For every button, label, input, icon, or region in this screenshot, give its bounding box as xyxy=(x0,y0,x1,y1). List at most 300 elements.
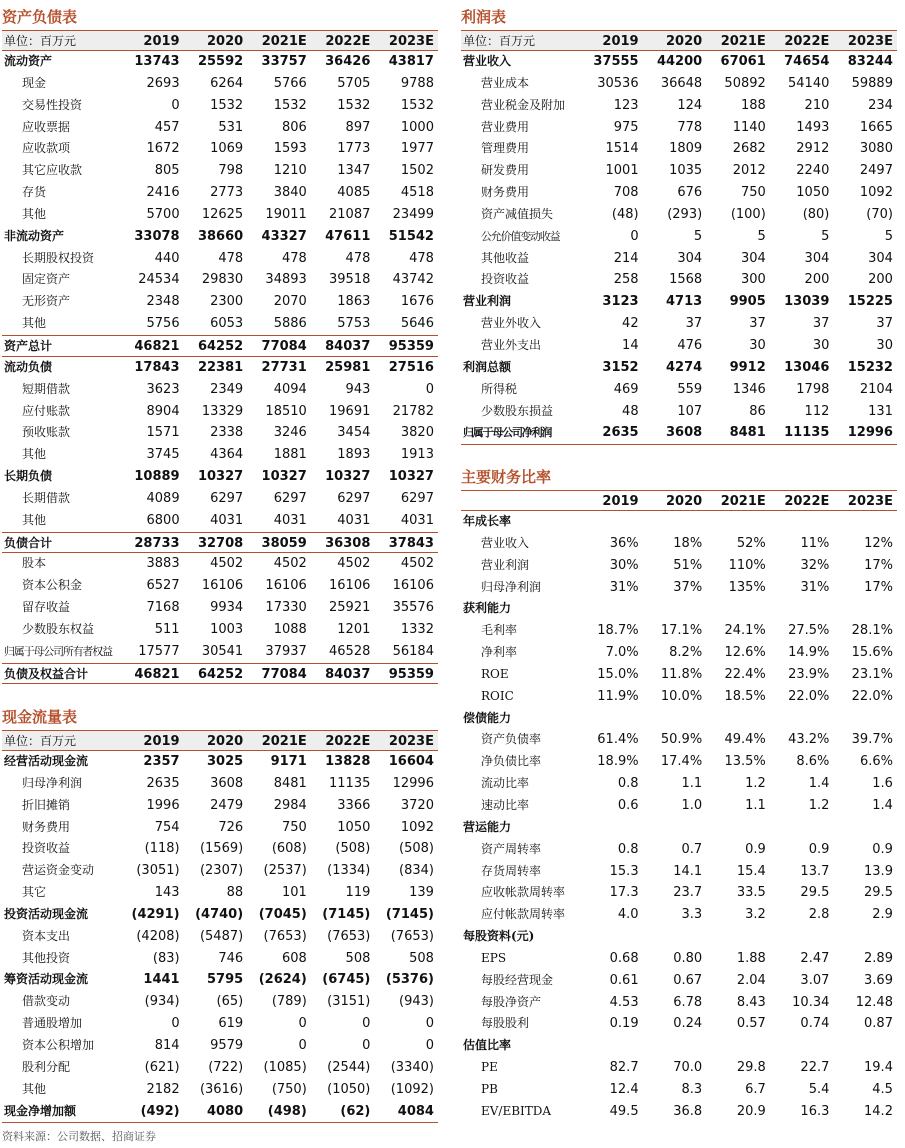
row-value: 12996 xyxy=(847,425,893,441)
table-row xyxy=(2,795,438,817)
table-row xyxy=(461,291,897,313)
table-row xyxy=(461,422,897,444)
row-value xyxy=(770,708,834,730)
row-value: 32% xyxy=(800,557,830,573)
row-value xyxy=(770,817,834,839)
row-value: 14 xyxy=(622,337,639,353)
row-value: 37937 xyxy=(265,643,307,659)
row-value: 3745 xyxy=(146,447,180,463)
row-value: 95359 xyxy=(388,338,434,354)
row-value: 25921 xyxy=(329,600,371,616)
table-row xyxy=(461,577,897,599)
row-value: 5886 xyxy=(273,316,307,332)
row-value: 30536 xyxy=(597,75,639,91)
row-value: 14.2 xyxy=(864,1103,893,1119)
row-label: 流动比率 xyxy=(481,776,530,791)
row-value: 10.0% xyxy=(660,688,703,704)
row-label: 净负债比率 xyxy=(481,754,542,769)
table-row xyxy=(461,226,897,248)
row-value: (80) xyxy=(802,206,830,222)
row-value: 12996 xyxy=(392,775,434,791)
table-row xyxy=(461,598,897,620)
row-value: 1346 xyxy=(732,381,766,397)
row-value: 15225 xyxy=(847,294,893,310)
row-value: 4031 xyxy=(337,512,371,528)
row-label: 无形资产 xyxy=(22,294,71,309)
row-value: 51% xyxy=(673,557,703,573)
row-value: 23.1% xyxy=(851,666,893,682)
table-row xyxy=(2,444,438,466)
table-row xyxy=(461,1079,897,1101)
row-value: 708 xyxy=(613,185,639,201)
row-value: 37 xyxy=(749,316,766,332)
row-value xyxy=(579,598,643,620)
table-row xyxy=(461,95,897,117)
row-value: 16106 xyxy=(392,578,434,594)
row-value: 1140 xyxy=(732,119,766,135)
row-value: 1863 xyxy=(337,294,371,310)
table-row xyxy=(2,248,438,270)
row-value: 1210 xyxy=(273,163,307,179)
row-value: 4.5 xyxy=(872,1081,893,1097)
row-value: 0.68 xyxy=(609,950,639,966)
row-value: 5 xyxy=(884,228,893,244)
row-label: 速动比率 xyxy=(481,797,530,812)
row-value: 4080 xyxy=(207,1103,244,1119)
row-value: 30 xyxy=(749,337,766,353)
unit-label: 单位：百万元 xyxy=(4,734,77,748)
row-value: (1092) xyxy=(390,1081,434,1097)
row-value: 29830 xyxy=(201,272,244,288)
row-value: 54140 xyxy=(788,75,830,91)
table-row xyxy=(2,401,438,423)
row-value: 1532 xyxy=(400,97,434,113)
row-label: 其它 xyxy=(22,885,47,900)
row-value: 806 xyxy=(281,119,307,135)
row-value: 2.9 xyxy=(872,907,893,923)
row-value: 9905 xyxy=(729,294,766,310)
row-value: 13743 xyxy=(134,54,180,69)
row-value: 2497 xyxy=(859,163,893,179)
row-value: (4740) xyxy=(195,906,244,922)
row-label: 公允价值变动收益 xyxy=(481,229,560,243)
row-value: 119 xyxy=(345,885,371,901)
cashflow-header xyxy=(2,730,438,751)
row-label: 筹资活动现金流 xyxy=(4,972,89,987)
row-label: PB xyxy=(481,1081,498,1096)
table-row xyxy=(461,686,897,708)
row-value: 12.48 xyxy=(855,994,893,1010)
row-value: (789) xyxy=(271,994,307,1010)
row-value: (62) xyxy=(340,1103,371,1119)
row-value: 33757 xyxy=(261,54,307,69)
row-value: 46821 xyxy=(134,338,180,354)
row-value: (934) xyxy=(144,994,180,1010)
row-value: 36.8 xyxy=(673,1103,703,1119)
row-label: 现金净增加额 xyxy=(4,1103,77,1118)
row-value: 16106 xyxy=(265,578,307,594)
table-row xyxy=(461,882,897,904)
row-value: 82.7 xyxy=(609,1060,639,1076)
row-value: 1069 xyxy=(210,141,244,157)
row-label: 存货 xyxy=(22,185,47,200)
table-row xyxy=(2,532,438,554)
row-value xyxy=(833,1035,897,1057)
row-value: 12625 xyxy=(201,206,244,222)
row-value: 1441 xyxy=(143,972,180,988)
table-row xyxy=(2,838,438,860)
table-row xyxy=(461,1035,897,1057)
row-value: 10327 xyxy=(197,469,244,485)
row-value: 1665 xyxy=(859,119,893,135)
row-value: 52% xyxy=(736,535,766,551)
row-value: 17.4% xyxy=(660,754,703,770)
table-row xyxy=(461,117,897,139)
table-row xyxy=(2,488,438,510)
row-value: 4502 xyxy=(400,556,434,572)
year-header: 2021E xyxy=(720,34,766,49)
row-label: 营业收入 xyxy=(481,535,530,550)
unit-label: 单位：百万元 xyxy=(463,34,536,48)
income-statement-header xyxy=(461,30,897,51)
row-value: 805 xyxy=(154,163,180,179)
row-value: 139 xyxy=(409,885,434,901)
table-row xyxy=(2,182,438,204)
row-value: 3840 xyxy=(273,185,307,201)
row-value: 531 xyxy=(218,119,244,135)
row-label: PE xyxy=(481,1060,498,1075)
table-row xyxy=(461,708,897,730)
row-label: 净利率 xyxy=(481,645,518,660)
row-value: 51542 xyxy=(388,228,434,244)
row-value: 0.67 xyxy=(673,972,703,988)
table-row xyxy=(461,138,897,160)
income-statement-rows xyxy=(461,51,897,445)
row-value: 1893 xyxy=(337,447,371,463)
row-value: 1.2 xyxy=(808,797,830,813)
table-row xyxy=(461,357,897,379)
row-value: 1798 xyxy=(796,381,830,397)
row-value: 4274 xyxy=(666,359,703,375)
row-value: 2240 xyxy=(796,163,830,179)
row-value: 17% xyxy=(864,557,893,573)
row-label: 短期借款 xyxy=(22,381,71,396)
row-value: (3051) xyxy=(136,863,180,879)
row-label: 毛利率 xyxy=(481,623,518,638)
table-row xyxy=(461,773,897,795)
row-value: 6527 xyxy=(146,578,180,594)
row-value: 20.9 xyxy=(736,1103,766,1119)
balance-sheet-panel xyxy=(2,4,438,684)
row-label: 营业利润 xyxy=(463,294,512,309)
row-label: 预收账款 xyxy=(22,425,71,440)
cashflow-title: 现金流量表 xyxy=(2,708,78,726)
row-value: 440 xyxy=(154,250,180,266)
row-value: 2479 xyxy=(210,797,244,813)
year-header: 2019 xyxy=(602,34,639,49)
row-value: 1092 xyxy=(400,819,434,835)
row-value: 24.1% xyxy=(724,623,766,639)
row-value: 2.04 xyxy=(736,972,766,988)
row-value xyxy=(579,817,643,839)
row-value: 778 xyxy=(677,119,703,135)
row-value: 1092 xyxy=(859,185,893,201)
row-value: 27516 xyxy=(388,359,434,375)
cashflow-panel xyxy=(2,704,438,1123)
row-value: 18% xyxy=(673,535,703,551)
row-value: 33.5 xyxy=(736,885,766,901)
row-value: 64252 xyxy=(197,338,244,354)
row-value: 15232 xyxy=(847,359,893,375)
row-value: 1000 xyxy=(400,119,434,135)
row-value: 1001 xyxy=(605,163,639,179)
row-label: 营业成本 xyxy=(481,75,530,90)
row-value: 32708 xyxy=(197,535,244,551)
row-value: 1332 xyxy=(400,621,434,637)
row-value: 6264 xyxy=(210,75,244,91)
row-value: 28.1% xyxy=(851,623,893,639)
row-value: 43742 xyxy=(392,272,434,288)
row-value: 22.0% xyxy=(851,688,893,704)
year-header: 2023E xyxy=(847,494,893,509)
row-value xyxy=(706,598,770,620)
row-value: 9934 xyxy=(210,600,244,616)
table-row xyxy=(2,1079,438,1101)
table-row xyxy=(461,73,897,95)
table-row xyxy=(2,466,438,488)
row-value: 27.5% xyxy=(788,623,830,639)
row-value: 25981 xyxy=(325,359,371,375)
row-value: 2012 xyxy=(732,163,766,179)
row-value: 8.2% xyxy=(669,645,703,661)
row-value: 15.4 xyxy=(736,863,766,879)
row-label: 营业收入 xyxy=(463,54,512,68)
row-value: 143 xyxy=(154,885,180,901)
row-value: 559 xyxy=(677,381,703,397)
row-value: 24534 xyxy=(138,272,180,288)
row-value xyxy=(579,926,643,948)
row-value: 478 xyxy=(409,250,434,266)
row-label: 资本公积增加 xyxy=(22,1037,95,1052)
balance-sheet-title: 资产负债表 xyxy=(2,8,78,26)
table-row xyxy=(2,73,438,95)
row-value: (70) xyxy=(866,206,893,222)
row-value: 619 xyxy=(218,1016,244,1032)
row-value xyxy=(643,511,707,533)
row-value: 0.8 xyxy=(617,841,639,857)
row-label: 留存收益 xyxy=(22,600,71,615)
row-value: 1977 xyxy=(400,141,434,157)
row-label: 其它应收款 xyxy=(22,163,83,178)
row-value xyxy=(770,1035,834,1057)
row-value: 4094 xyxy=(273,381,307,397)
row-value: 3.07 xyxy=(800,972,830,988)
table-row xyxy=(2,948,438,970)
row-label: 少数股东损益 xyxy=(481,403,554,418)
table-row xyxy=(2,160,438,182)
row-value: 1672 xyxy=(146,141,180,157)
row-value: 22.7 xyxy=(800,1060,830,1076)
row-value: (7145) xyxy=(322,906,371,922)
row-value: 469 xyxy=(613,381,639,397)
row-value: 11.8% xyxy=(660,666,703,682)
table-row xyxy=(2,1035,438,1057)
table-row xyxy=(2,379,438,401)
row-label: 其他 xyxy=(22,316,47,331)
row-value: 77084 xyxy=(261,338,307,354)
row-label: 应付账款 xyxy=(22,403,71,418)
row-value: 508 xyxy=(345,950,371,966)
table-row xyxy=(2,904,438,926)
table-row xyxy=(2,138,438,160)
table-row xyxy=(461,269,897,291)
row-label: 应收款项 xyxy=(22,141,71,156)
table-row xyxy=(2,991,438,1013)
year-header: 2019 xyxy=(143,734,180,749)
row-value: 0 xyxy=(171,97,180,113)
row-value: 2182 xyxy=(146,1081,180,1097)
row-value: 88 xyxy=(226,885,244,901)
row-value: 8904 xyxy=(146,403,180,419)
row-value: 124 xyxy=(677,97,703,113)
table-row xyxy=(2,882,438,904)
row-value: 300 xyxy=(740,272,766,288)
row-value: (83) xyxy=(152,950,180,966)
row-value: 14.1 xyxy=(673,863,703,879)
row-value: 11.9% xyxy=(597,688,639,704)
row-value: 0 xyxy=(298,1016,307,1032)
row-label: 营业利润 xyxy=(481,557,530,572)
row-label: 归母净利润 xyxy=(481,579,542,594)
row-value: 4085 xyxy=(337,185,371,201)
row-value: 50892 xyxy=(724,75,766,91)
row-label: 长期股权投资 xyxy=(22,250,95,265)
row-label: 归母净利润 xyxy=(22,775,83,790)
row-value: 13046 xyxy=(784,359,830,375)
row-value: 1571 xyxy=(146,425,180,441)
row-value: 123 xyxy=(613,97,639,113)
row-value: 22.0% xyxy=(788,688,830,704)
row-value: 83244 xyxy=(847,54,893,69)
row-value: 200 xyxy=(868,272,893,288)
row-value: 110% xyxy=(728,557,766,573)
row-value: 754 xyxy=(154,819,180,835)
row-value: 5756 xyxy=(146,316,180,332)
row-value: (65) xyxy=(216,994,244,1010)
row-value: 943 xyxy=(345,381,371,397)
row-value: (7045) xyxy=(258,906,307,922)
row-label: 利润总额 xyxy=(463,359,512,374)
row-value: 897 xyxy=(345,119,371,135)
row-value: 18.5% xyxy=(724,688,766,704)
row-value: 750 xyxy=(281,819,307,835)
row-value: 84037 xyxy=(325,666,371,682)
row-value: 234 xyxy=(868,97,893,113)
row-value: 1.6 xyxy=(872,776,893,792)
table-row xyxy=(2,51,438,73)
year-header: 2023E xyxy=(388,734,434,749)
row-value: 0.19 xyxy=(609,1016,639,1032)
row-value: 8.3 xyxy=(681,1081,703,1097)
row-value: 1.88 xyxy=(736,950,766,966)
row-value: 19.4 xyxy=(864,1060,893,1076)
row-value: 46821 xyxy=(134,666,180,682)
row-value: 3080 xyxy=(859,141,893,157)
row-value: 13329 xyxy=(201,403,244,419)
row-value: 1532 xyxy=(337,97,371,113)
row-value: 4.0 xyxy=(617,907,639,923)
row-value: 13.5% xyxy=(724,754,766,770)
row-value: 49.5 xyxy=(609,1103,639,1119)
row-value: 457 xyxy=(154,119,180,135)
row-value: 8481 xyxy=(729,425,766,441)
row-value: (48) xyxy=(611,206,639,222)
row-value: 511 xyxy=(154,621,180,637)
row-value: 188 xyxy=(740,97,766,113)
row-value: 17.3 xyxy=(609,885,639,901)
table-row xyxy=(2,619,438,641)
row-value: (100) xyxy=(730,206,766,222)
row-value: 0.6 xyxy=(617,797,639,813)
row-label: 每股经营现金 xyxy=(481,972,554,987)
row-value: 44200 xyxy=(656,54,703,69)
table-row xyxy=(461,1057,897,1079)
row-value: 3123 xyxy=(602,294,639,310)
row-value xyxy=(833,511,897,533)
row-value: 2348 xyxy=(146,294,180,310)
row-value: 0.24 xyxy=(673,1016,703,1032)
row-value: 798 xyxy=(218,163,244,179)
row-value: 4502 xyxy=(210,556,244,572)
row-value: 43327 xyxy=(261,228,307,244)
row-value: 14.9% xyxy=(788,645,830,661)
ratios-header xyxy=(461,490,897,511)
row-value xyxy=(833,817,897,839)
table-row xyxy=(461,511,897,533)
row-value: 23.7 xyxy=(673,885,703,901)
row-value: 11135 xyxy=(329,775,371,791)
row-value: 46528 xyxy=(329,643,371,659)
row-value: 6297 xyxy=(400,490,434,506)
row-value xyxy=(770,926,834,948)
row-value: 0.8 xyxy=(617,776,639,792)
row-value: 10889 xyxy=(134,469,180,485)
row-value: 59889 xyxy=(851,75,893,91)
table-row xyxy=(461,861,897,883)
row-label: 每股资料(元) xyxy=(463,929,535,944)
row-label: 少数股东权益 xyxy=(22,621,95,636)
row-value: 1676 xyxy=(400,294,434,310)
row-value: 28733 xyxy=(134,535,180,551)
row-value xyxy=(579,708,643,730)
table-row xyxy=(461,729,897,751)
row-value: 3366 xyxy=(337,797,371,813)
table-row xyxy=(461,664,897,686)
table-row xyxy=(461,839,897,861)
table-row xyxy=(2,751,438,773)
table-row xyxy=(2,335,438,357)
row-value: 304 xyxy=(677,250,703,266)
row-value: 12.6% xyxy=(724,645,766,661)
row-value: 4502 xyxy=(273,556,307,572)
row-value: 10327 xyxy=(325,469,371,485)
row-value: 25592 xyxy=(197,54,244,69)
row-value: 18510 xyxy=(265,403,307,419)
row-value: 2.89 xyxy=(864,950,893,966)
row-label: 资本公积金 xyxy=(22,578,83,593)
row-value: 8.43 xyxy=(736,994,766,1010)
row-value: 21087 xyxy=(329,206,371,222)
